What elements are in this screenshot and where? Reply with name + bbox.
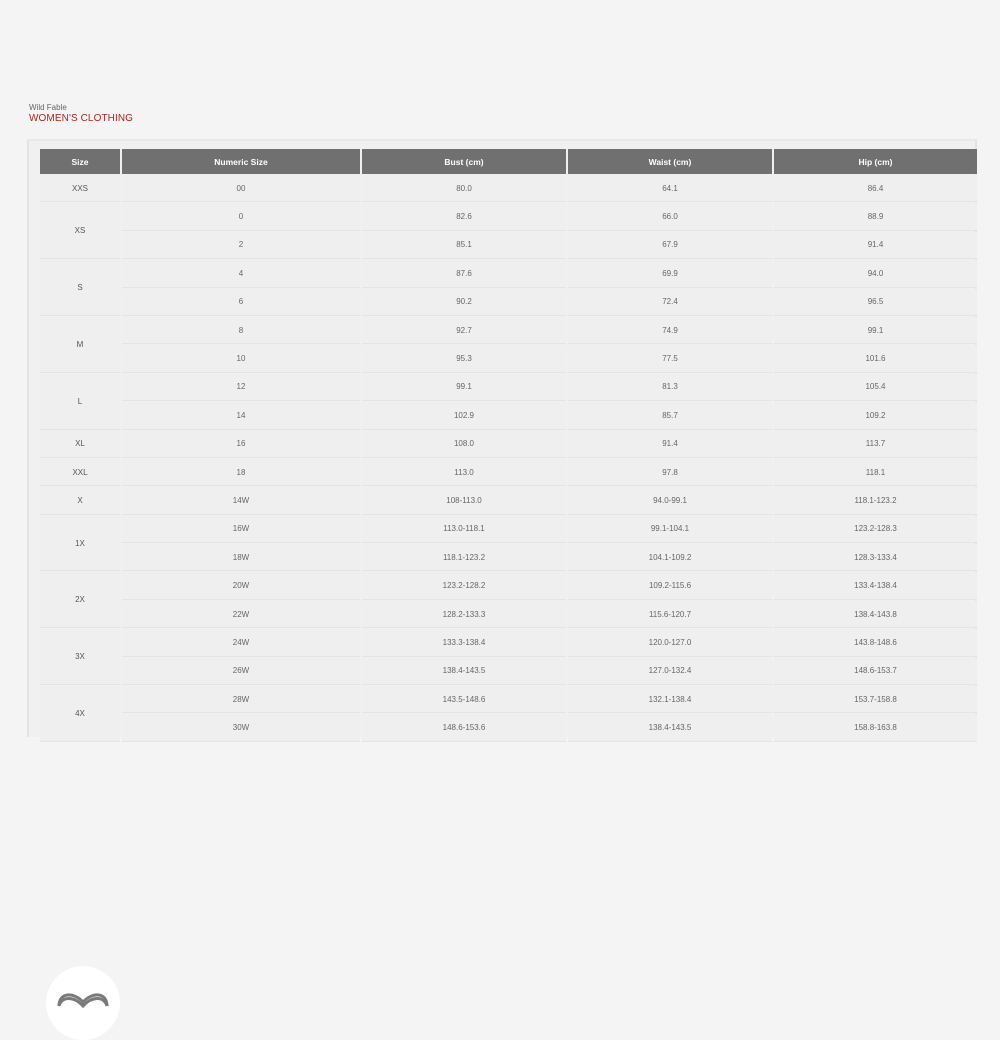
size-chart-table (38, 148, 979, 743)
table-row (40, 714, 977, 741)
cell-numeric: 28W (122, 686, 360, 713)
size-chart-panel (27, 139, 977, 737)
table-body (40, 175, 977, 742)
cell-bust: 113.0 (362, 459, 566, 486)
table-row (40, 516, 977, 543)
cell-bust: 108.0 (362, 431, 566, 458)
table-row (40, 175, 977, 202)
cell-waist: 72.4 (568, 289, 772, 316)
cell-bust: 148.6-153.6 (362, 714, 566, 741)
table-header-row (40, 149, 977, 174)
cell-numeric: 14W (122, 487, 360, 514)
cell-size: XXS (40, 175, 120, 202)
cell-numeric: 26W (122, 658, 360, 685)
cell-numeric: 18 (122, 459, 360, 486)
cell-numeric: 6 (122, 289, 360, 316)
cell-numeric: 24W (122, 629, 360, 656)
table-row (40, 374, 977, 401)
cell-waist: 138.4-143.5 (568, 714, 772, 741)
cell-waist: 67.9 (568, 232, 772, 259)
cell-numeric: 18W (122, 544, 360, 571)
table-row (40, 572, 977, 599)
cell-size: 4X (40, 686, 120, 742)
header-bust: Bust (cm) (362, 149, 566, 174)
cell-waist: 85.7 (568, 402, 772, 429)
cell-numeric: 30W (122, 714, 360, 741)
cell-waist: 115.6-120.7 (568, 601, 772, 628)
cell-numeric: 14 (122, 402, 360, 429)
cell-hip: 158.8-163.8 (774, 714, 977, 741)
cell-bust: 90.2 (362, 289, 566, 316)
cell-bust: 80.0 (362, 175, 566, 202)
cell-numeric: 10 (122, 345, 360, 372)
cell-waist: 77.5 (568, 345, 772, 372)
cell-waist: 99.1-104.1 (568, 516, 772, 543)
table-row (40, 345, 977, 372)
header-size: Size (40, 149, 120, 174)
cell-bust: 92.7 (362, 317, 566, 344)
cell-numeric: 4 (122, 260, 360, 287)
table-row (40, 487, 977, 514)
cell-hip: 123.2-128.3 (774, 516, 977, 543)
cell-bust: 138.4-143.5 (362, 658, 566, 685)
cell-size: S (40, 260, 120, 316)
cell-size: L (40, 374, 120, 430)
cell-hip: 113.7 (774, 431, 977, 458)
cell-waist: 64.1 (568, 175, 772, 202)
brand-name: Wild Fable (29, 103, 67, 112)
table-row (40, 686, 977, 713)
cell-hip: 109.2 (774, 402, 977, 429)
cell-waist: 132.1-138.4 (568, 686, 772, 713)
cell-hip: 148.6-153.7 (774, 658, 977, 685)
table-row (40, 459, 977, 486)
cell-size: X (40, 487, 120, 514)
cell-hip: 133.4-138.4 (774, 572, 977, 599)
cell-bust: 123.2-128.2 (362, 572, 566, 599)
cell-bust: 99.1 (362, 374, 566, 401)
cell-waist: 81.3 (568, 374, 772, 401)
cell-numeric: 12 (122, 374, 360, 401)
cell-hip: 118.1 (774, 459, 977, 486)
cell-numeric: 0 (122, 203, 360, 230)
cell-size: M (40, 317, 120, 373)
infinity-heart-icon (46, 966, 120, 1040)
cell-bust: 118.1-123.2 (362, 544, 566, 571)
cell-hip: 101.6 (774, 345, 977, 372)
cell-numeric: 8 (122, 317, 360, 344)
cell-hip: 143.8-148.6 (774, 629, 977, 656)
cell-hip: 128.3-133.4 (774, 544, 977, 571)
cell-numeric: 16W (122, 516, 360, 543)
cell-size: 3X (40, 629, 120, 685)
cell-bust: 143.5-148.6 (362, 686, 566, 713)
table-row (40, 317, 977, 344)
cell-bust: 102.9 (362, 402, 566, 429)
cell-size: XS (40, 203, 120, 259)
cell-bust: 133.3-138.4 (362, 629, 566, 656)
cell-waist: 120.0-127.0 (568, 629, 772, 656)
table-row (40, 402, 977, 429)
cell-hip: 99.1 (774, 317, 977, 344)
brand-block (29, 103, 133, 125)
cell-bust: 82.6 (362, 203, 566, 230)
table-row (40, 601, 977, 628)
cell-hip: 91.4 (774, 232, 977, 259)
cell-numeric: 22W (122, 601, 360, 628)
cell-size: 2X (40, 572, 120, 628)
cell-bust: 85.1 (362, 232, 566, 259)
cell-numeric: 16 (122, 431, 360, 458)
cell-hip: 105.4 (774, 374, 977, 401)
table-row (40, 629, 977, 656)
cell-bust: 95.3 (362, 345, 566, 372)
cell-bust: 87.6 (362, 260, 566, 287)
table-row (40, 260, 977, 287)
cell-waist: 66.0 (568, 203, 772, 230)
cell-size: 1X (40, 516, 120, 572)
cell-waist: 109.2-115.6 (568, 572, 772, 599)
cell-bust: 113.0-118.1 (362, 516, 566, 543)
table-row (40, 544, 977, 571)
header-waist: Waist (cm) (568, 149, 772, 174)
cell-waist: 127.0-132.4 (568, 658, 772, 685)
cell-hip: 138.4-143.8 (774, 601, 977, 628)
table-row (40, 232, 977, 259)
cell-waist: 69.9 (568, 260, 772, 287)
table-row (40, 431, 977, 458)
cell-hip: 153.7-158.8 (774, 686, 977, 713)
brand-category: WOMEN'S CLOTHING (29, 113, 134, 124)
cell-waist: 74.9 (568, 317, 772, 344)
table-row (40, 658, 977, 685)
cell-waist: 104.1-109.2 (568, 544, 772, 571)
cell-numeric: 20W (122, 572, 360, 599)
cell-hip: 88.9 (774, 203, 977, 230)
cell-hip: 118.1-123.2 (774, 487, 977, 514)
cell-waist: 94.0-99.1 (568, 487, 772, 514)
cell-hip: 96.5 (774, 289, 977, 316)
cell-size: XXL (40, 459, 120, 486)
header-numeric-size: Numeric Size (122, 149, 360, 174)
cell-hip: 94.0 (774, 260, 977, 287)
cell-bust: 128.2-133.3 (362, 601, 566, 628)
cell-hip: 86.4 (774, 175, 977, 202)
cell-waist: 97.8 (568, 459, 772, 486)
cell-bust: 108-113.0 (362, 487, 566, 514)
cell-numeric: 2 (122, 232, 360, 259)
header-hip: Hip (cm) (774, 149, 977, 174)
table-row (40, 203, 977, 230)
cell-numeric: 00 (122, 175, 360, 202)
cell-size: XL (40, 431, 120, 458)
cell-waist: 91.4 (568, 431, 772, 458)
table-row (40, 289, 977, 316)
